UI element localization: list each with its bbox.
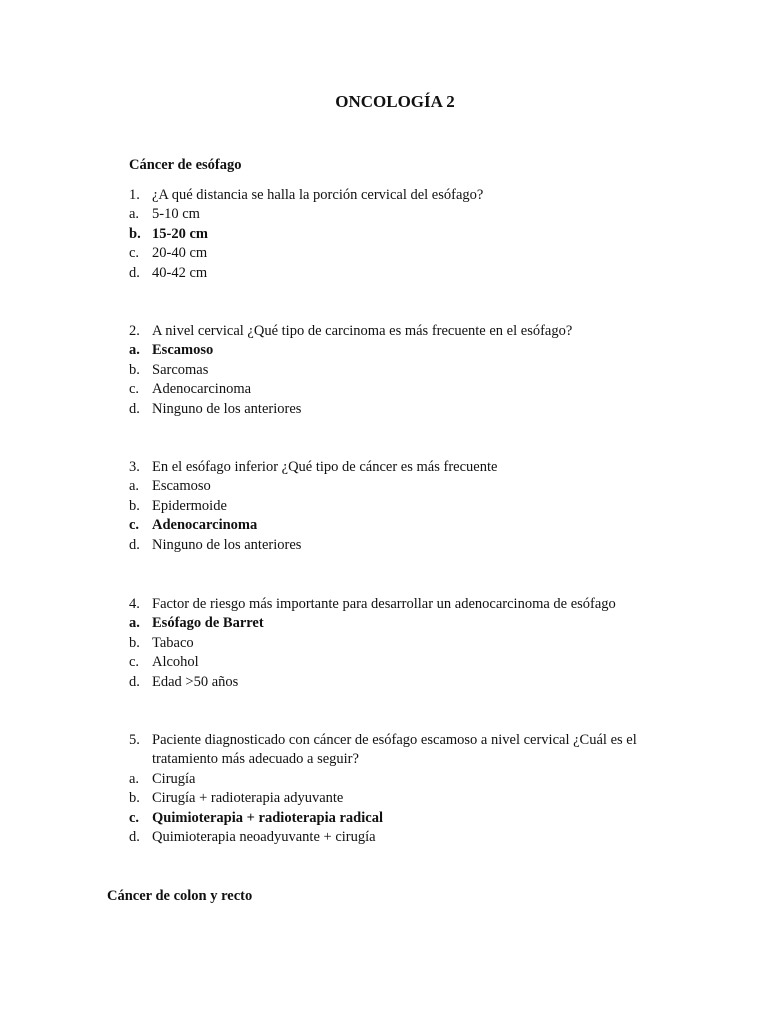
question-number: 3. xyxy=(129,459,140,475)
option-b xyxy=(129,789,689,808)
question-stem xyxy=(129,322,689,341)
option-letter: a. xyxy=(129,342,140,359)
question-number: 4. xyxy=(129,596,140,612)
option-b xyxy=(129,361,689,380)
option-a-correct xyxy=(129,341,689,360)
option-text: Edad >50 años xyxy=(152,673,239,690)
option-letter: b. xyxy=(129,225,141,242)
section-title-colon-rectum: Cáncer de colon y recto xyxy=(107,888,253,904)
question-5 xyxy=(129,731,689,847)
option-letter: b. xyxy=(129,497,140,514)
option-text: Sarcomas xyxy=(152,361,209,378)
question-stem xyxy=(129,731,689,770)
option-letter: d. xyxy=(129,264,140,281)
option-a xyxy=(129,205,689,224)
option-text: Tabaco xyxy=(152,634,194,651)
question-stem xyxy=(129,186,689,205)
option-letter: a. xyxy=(129,770,140,787)
option-text: Cirugía xyxy=(152,770,196,787)
option-d xyxy=(129,264,689,283)
option-letter: d. xyxy=(129,400,140,417)
question-3 xyxy=(129,458,689,555)
option-b xyxy=(129,497,689,516)
option-text: 5-10 cm xyxy=(152,206,200,223)
option-a-correct xyxy=(129,614,689,633)
option-c xyxy=(129,380,689,399)
option-text: Cirugía + radioterapia adyuvante xyxy=(152,790,344,807)
option-c-correct xyxy=(129,809,689,828)
option-letter: b. xyxy=(129,361,140,378)
option-letter: a. xyxy=(129,478,140,495)
question-text: ¿A qué distancia se halla la porción cervical del esófago? xyxy=(152,187,484,203)
option-text: Epidermoide xyxy=(152,497,227,514)
option-c-correct xyxy=(129,516,689,535)
option-c xyxy=(129,244,689,263)
question-text: En el esófago inferior ¿Qué tipo de cáncer es más frecuente xyxy=(152,459,498,475)
option-b-correct xyxy=(129,225,689,244)
option-a xyxy=(129,477,689,496)
option-text: 15-20 cm xyxy=(152,225,208,242)
section-title-esophagus: Cáncer de esófago xyxy=(129,157,242,173)
option-letter: c. xyxy=(129,809,140,826)
option-letter: c. xyxy=(129,517,140,534)
option-d xyxy=(129,673,689,692)
question-4 xyxy=(129,595,689,692)
option-text: 20-40 cm xyxy=(152,245,208,262)
document-title: ONCOLOGÍA 2 xyxy=(335,92,455,111)
option-d xyxy=(129,400,689,419)
option-letter: b. xyxy=(129,790,140,807)
option-letter: c. xyxy=(129,245,140,262)
option-text: Alcohol xyxy=(152,654,199,671)
question-stem xyxy=(129,595,689,614)
option-letter: c. xyxy=(129,381,140,398)
question-1 xyxy=(129,186,689,283)
question-2 xyxy=(129,322,689,419)
option-text: Quimioterapia neoadyuvante + cirugía xyxy=(152,828,376,845)
option-b xyxy=(129,634,689,653)
question-stem xyxy=(129,458,689,477)
question-number: 5. xyxy=(129,732,140,748)
option-text: 40-42 cm xyxy=(152,264,208,281)
option-letter: c. xyxy=(129,654,140,671)
option-letter: a. xyxy=(129,615,140,632)
option-letter: a. xyxy=(129,206,140,223)
option-text: Ninguno de los anteriores xyxy=(152,536,302,553)
question-text: Factor de riesgo más importante para desarrollar un adenocarcinoma de esófago xyxy=(152,596,616,612)
option-text: Ninguno de los anteriores xyxy=(152,400,302,417)
option-text: Escamoso xyxy=(152,478,211,495)
option-text: Esófago de Barret xyxy=(152,615,264,632)
question-number: 1. xyxy=(129,187,140,203)
question-number: 2. xyxy=(129,323,140,339)
option-letter: d. xyxy=(129,828,140,845)
option-d xyxy=(129,828,689,847)
question-text: A nivel cervical ¿Qué tipo de carcinoma es más frecuente en el esófago? xyxy=(152,323,573,339)
option-d xyxy=(129,536,689,555)
option-letter: d. xyxy=(129,536,140,553)
option-text: Adenocarcinoma xyxy=(152,381,252,398)
option-text: Quimioterapia + radioterapia radical xyxy=(152,809,383,826)
option-letter: d. xyxy=(129,673,140,690)
option-a xyxy=(129,770,689,789)
option-text: Escamoso xyxy=(152,342,214,359)
option-text: Adenocarcinoma xyxy=(152,517,258,534)
option-letter: b. xyxy=(129,634,140,651)
question-text: Paciente diagnosticado con cáncer de esófago escamoso a nivel cervical ¿Cuál es el tratamiento más adecuado a seguir? xyxy=(152,732,637,768)
option-c xyxy=(129,653,689,672)
